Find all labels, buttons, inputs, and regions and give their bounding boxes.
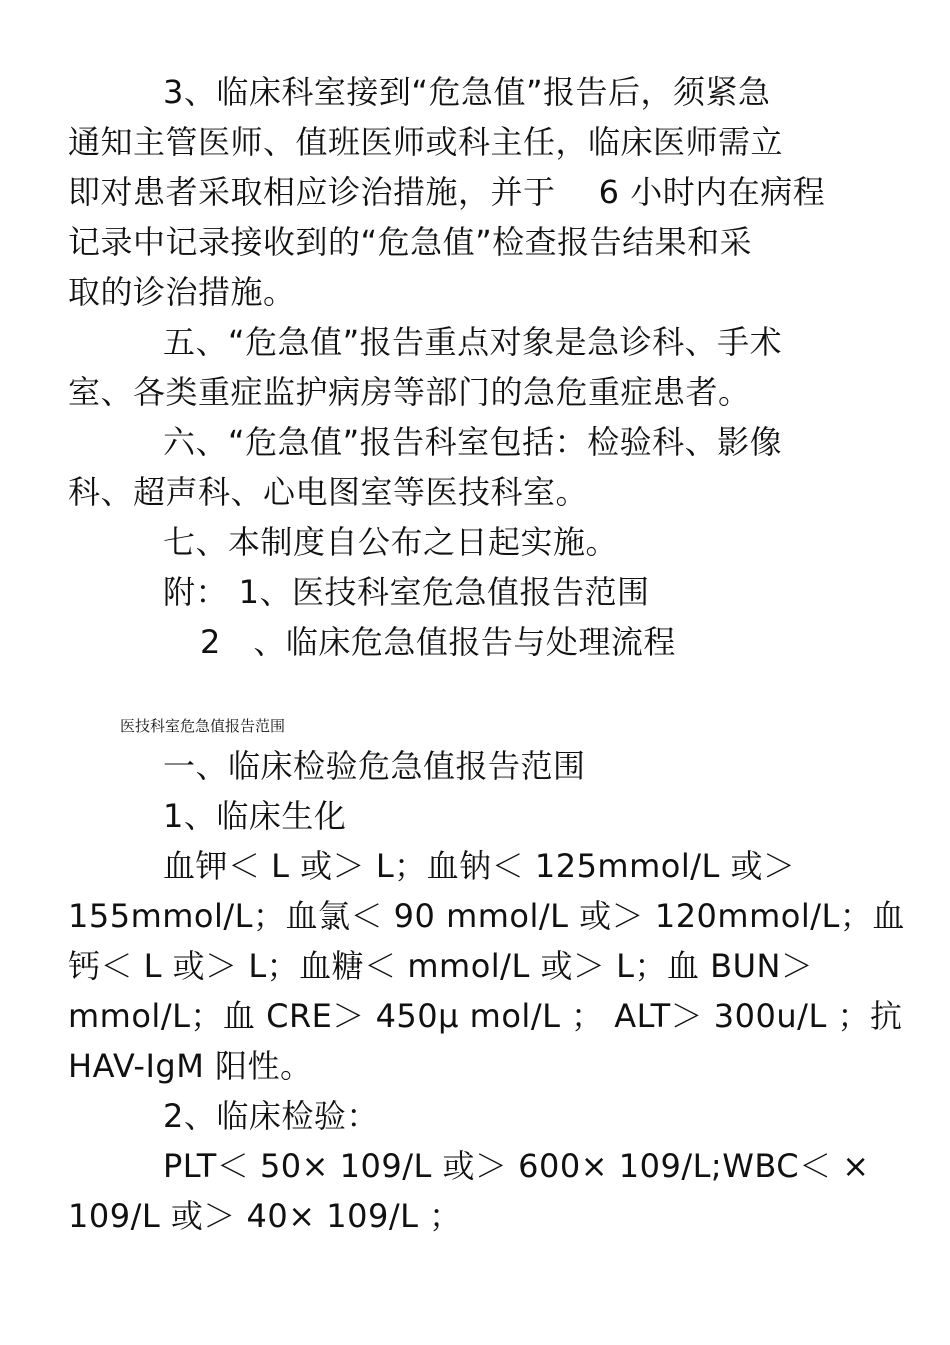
text-line: 附： 1、医技科室危急值报告范围 [163,573,650,611]
text-line: 钙＜ L 或＞ L；血糖＜ mmol/L 或＞ L；血 BUN＞ [68,947,814,985]
text-line: 六、“危急值”报告科室包括：检验科、影像 [163,423,783,461]
text-line: 109/L 或＞ 40× 109/L ； [68,1197,462,1235]
subsection-heading: 2、临床检验： [163,1097,379,1135]
text-line: 记录中记录接收到的“危急值”检查报告结果和采 [68,223,753,261]
text-line: PLT＜ 50× 109/L 或＞ 600× 109/L;WBC＜ × [163,1147,870,1185]
section-caption: 医技科室危急值报告范围 [120,717,286,735]
text-line: 通知主管医师、值班医师或科主任，临床医师需立 [68,123,784,161]
text-line: 五、“危急值”报告重点对象是急诊科、手术 [163,323,783,361]
text-line: 即对患者采取相应诊治措施，并于 6 小时内在病程 [68,173,826,211]
subsection-heading: 1、临床生化 [163,797,347,835]
text-line: 155mmol/L；血氯＜ 90 mmol/L 或＞ 120mmol/L；血 [68,897,905,935]
text-line: 取的诊治措施。 [68,273,296,311]
text-line: 2 、临床危急值报告与处理流程 [200,623,676,661]
text-line: 3、临床科室接到“危急值”报告后，须紧急 [163,73,771,111]
text-line: 室、各类重症监护病房等部门的急危重症患者。 [68,373,751,411]
text-line: HAV-IgM 阳性。 [68,1047,313,1085]
text-line: 七、本制度自公布之日起实施。 [163,523,619,561]
text-line: mmol/L；血 CRE＞ 450μ mol/L ； ALT＞ 300u/L ；抗 [68,997,903,1035]
text-line: 血钾＜ L 或＞ L；血钠＜ 125mmol/L 或＞ [163,847,796,885]
text-line: 科、超声科、心电图室等医技科室。 [68,473,589,511]
section-heading: 一、临床检验危急值报告范围 [163,747,586,785]
